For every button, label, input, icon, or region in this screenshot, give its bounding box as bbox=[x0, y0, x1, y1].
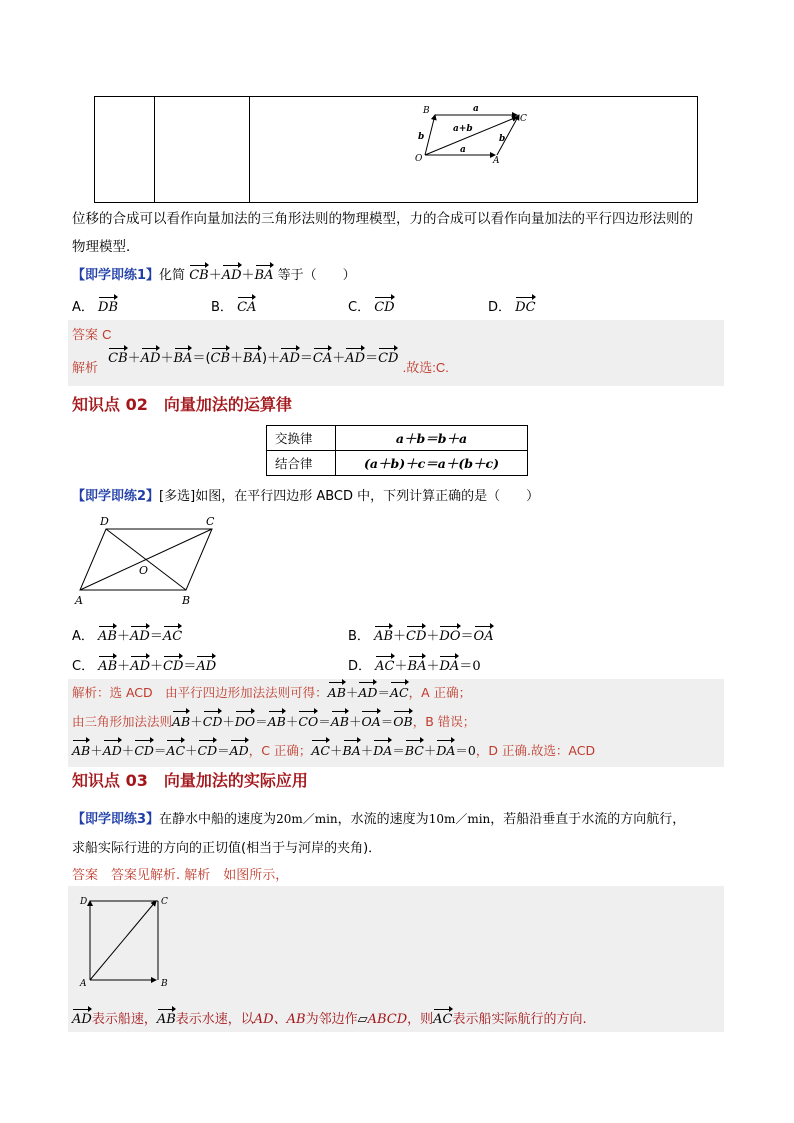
law-name: 结合律 bbox=[267, 451, 336, 476]
law-name: 交换律 bbox=[267, 426, 336, 451]
ex1-prompt-post: 等于（ ） bbox=[277, 268, 356, 283]
label-D: D bbox=[100, 515, 109, 528]
ex2-option-d[interactable]: D． AC＋BA＋DA＝0 bbox=[348, 659, 481, 674]
label-A: A bbox=[75, 594, 83, 607]
ex1-tag: 【即学即练1】 bbox=[72, 268, 160, 283]
ex1-option-d[interactable]: D． DC bbox=[488, 300, 536, 315]
ex1-analysis-tail: .故选:C. bbox=[402, 360, 449, 375]
label-B: B bbox=[161, 979, 168, 989]
label-b-left: b bbox=[418, 132, 425, 142]
label-C: C bbox=[206, 515, 215, 528]
label-a-plus-b: a+b bbox=[453, 124, 473, 134]
ex1-option-a[interactable]: A． DB bbox=[72, 300, 119, 315]
ex1-question: 【即学即练1】化简 CB＋AD＋BA 等于（ ） bbox=[72, 268, 356, 283]
ex1-analysis: 解析 CB＋AD＋BA＝(CB＋BA)＋AD＝CA＋AD＝CD .故选:C. bbox=[72, 351, 449, 376]
parallelogram-vector-diagram bbox=[415, 101, 535, 169]
label-O: O bbox=[415, 154, 423, 164]
ex3-final-line: AD表示船速，AB表示水速，以AD、AB为邻边作▱ABCD，则AC表示船实际航行的方向. bbox=[72, 1012, 587, 1027]
ex2-analysis-line-1: 解析：选 ACD 由平行四边形加法法则可得：AB＋AD＝AC，A 正确； bbox=[72, 685, 472, 700]
intro-line-2: 物理模型． bbox=[72, 239, 140, 255]
ex2-option-b[interactable]: B． AB＋CD＋DO＝OA bbox=[348, 629, 494, 644]
ex2-prompt: [多选]如图，在平行四边形 ABCD 中，下列计算正确的是（ ） bbox=[159, 489, 540, 504]
table-divider-2 bbox=[249, 97, 250, 202]
ex1-analysis-label: 解析 bbox=[72, 361, 99, 376]
label-D: D bbox=[80, 897, 88, 907]
ex1-answer-label: 答案 bbox=[72, 328, 99, 343]
ex2-analysis-line-3: AB＋AD＋CD＝AC＋CD＝AD，C 正确；AC＋BA＋DA＝BC＋DA＝0，D 正确.故选：ACD bbox=[72, 743, 596, 758]
ex2-tag: 【即学即练2】 bbox=[72, 489, 160, 504]
label-a-top: a bbox=[473, 104, 479, 114]
law-formula: a＋b＝b＋a bbox=[336, 426, 528, 451]
ex3-tag: 【即学即练3】 bbox=[72, 812, 160, 827]
law-row bbox=[267, 426, 528, 451]
kp3-title: 知识点 03 向量加法的实际应用 bbox=[72, 771, 308, 790]
ex3-answer: 答案 答案见解析. 解析 如图所示， bbox=[72, 868, 289, 883]
ex2-question bbox=[72, 485, 539, 504]
ex1-option-c[interactable]: C． CD bbox=[348, 300, 395, 315]
label-b-right: b bbox=[499, 134, 506, 144]
label-C: C bbox=[161, 897, 168, 907]
law-row bbox=[267, 451, 528, 476]
ex1-option-b[interactable]: B． CA bbox=[211, 300, 257, 315]
ex2-option-c[interactable]: C． AB＋AD＋CD＝AD bbox=[72, 659, 217, 674]
ex1-prompt-pre: 化简 bbox=[159, 268, 186, 283]
label-B: B bbox=[423, 106, 430, 116]
kp2-title: 知识点 02 向量加法的运算律 bbox=[72, 395, 292, 414]
top-table bbox=[94, 96, 698, 203]
label-A: A bbox=[493, 156, 500, 166]
label-O: O bbox=[139, 564, 149, 577]
table-divider-1 bbox=[154, 97, 155, 202]
ex1-answer-value: C bbox=[102, 327, 112, 342]
law-formula: (a＋b)＋c＝a＋(b＋c) bbox=[336, 451, 528, 476]
ex3-question-line-2: 求船实际行进的方向的正切值(相当于与河岸的夹角)． bbox=[72, 841, 382, 856]
intro-line-1: 位移的合成可以看作向量加法的三角形法则的物理模型，力的合成可以看作向量加法的平行四边形法则的 bbox=[72, 211, 693, 227]
kp2-law-table bbox=[266, 425, 528, 476]
ex3-question-line-1: 【即学即练3】在静水中船的速度为20m／min，水流的速度为10m／min，若船沿垂直于水流的方向航行， bbox=[72, 812, 686, 827]
ex2-option-a[interactable]: A． AB＋AD＝AC bbox=[72, 629, 183, 644]
boat-velocity-diagram bbox=[76, 892, 176, 994]
label-C: C bbox=[520, 114, 527, 124]
abcd-parallelogram-diagram bbox=[72, 512, 232, 612]
label-B: B bbox=[182, 594, 191, 607]
ex2-analysis-line-2: 由三角形加法法则AB＋CD＋DO＝AB＋CO＝AB＋OA＝OB，B 错误； bbox=[72, 714, 476, 729]
label-a-bottom: a bbox=[460, 145, 466, 155]
label-A: A bbox=[80, 979, 87, 989]
ex1-answer bbox=[72, 324, 112, 343]
